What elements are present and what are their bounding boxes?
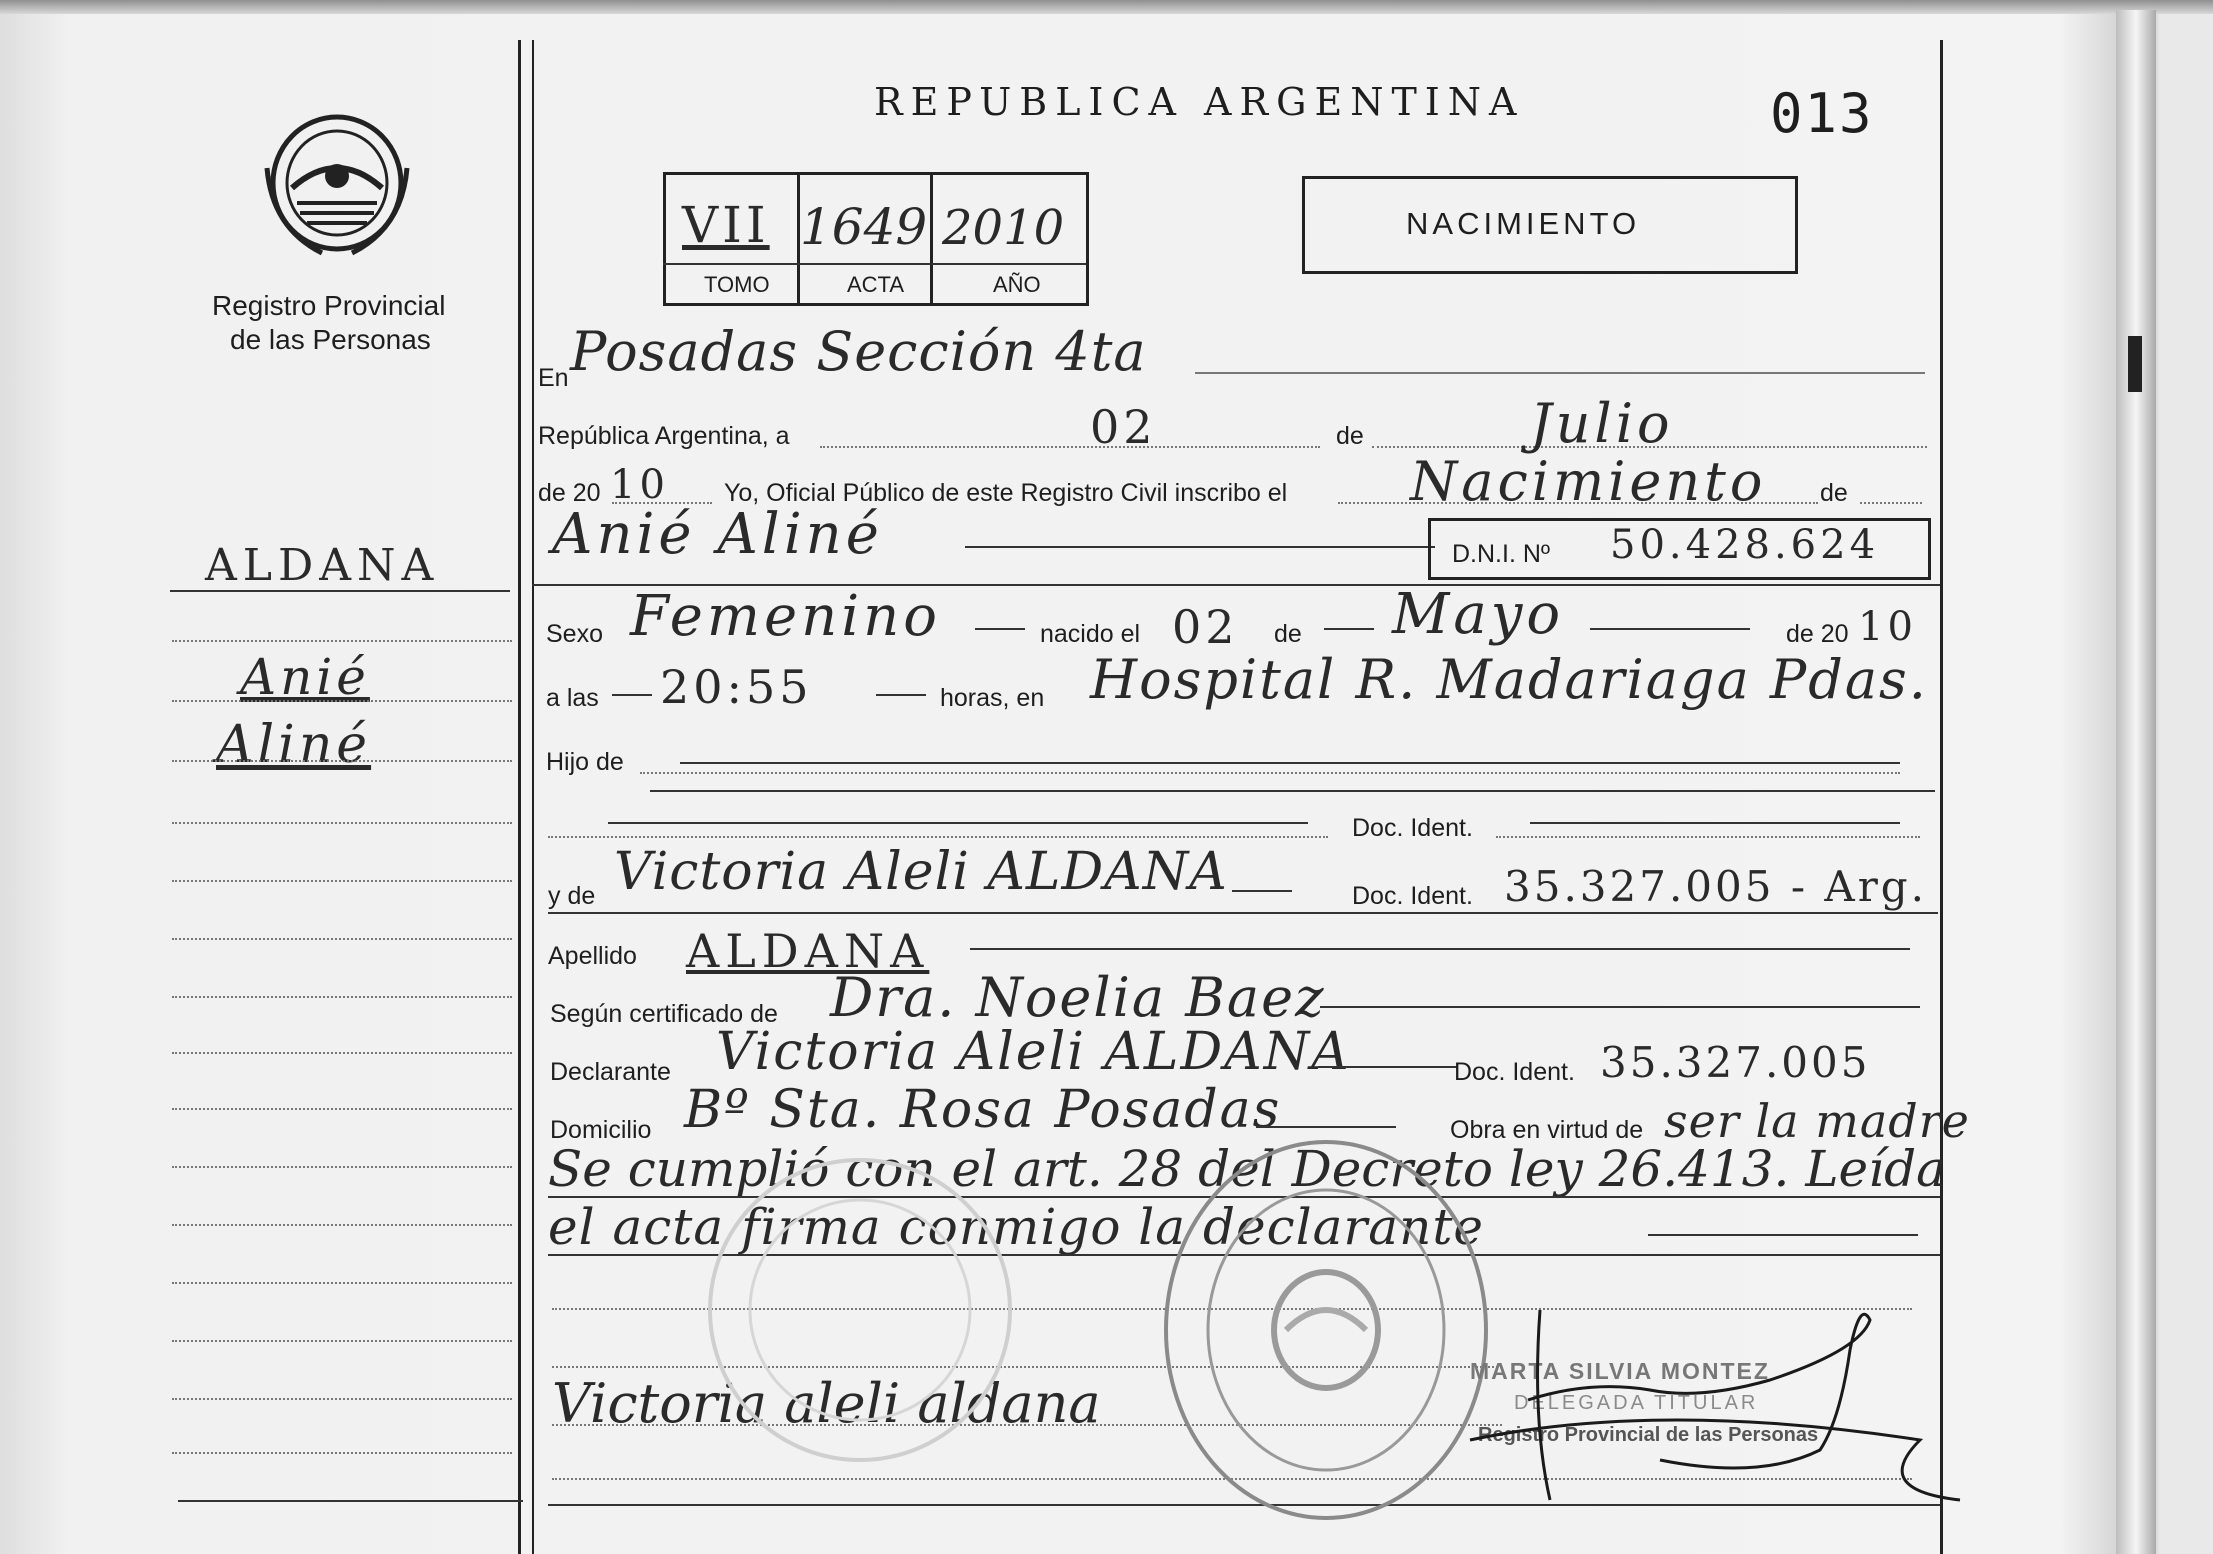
margin-dotted-line <box>172 1282 512 1284</box>
value-nac-mes: Mayo <box>1392 582 1565 647</box>
line <box>1320 1006 1920 1008</box>
margin-given-name-2: Aliné <box>216 715 372 775</box>
margin-dotted-line <box>172 640 512 642</box>
value-inscripcion: Nacimiento <box>1410 450 1767 513</box>
tomo-label: TOMO <box>704 272 770 297</box>
label-segun-certificado: Según certificado de <box>550 1000 778 1028</box>
line <box>608 822 1308 824</box>
value-dni: 50.428.624 <box>1610 522 1880 568</box>
value-domicilio: Bº Sta. Rosa Posadas <box>684 1080 1282 1140</box>
line <box>1318 1066 1458 1068</box>
label-republica-a: República Argentina, a <box>538 422 790 450</box>
label-a-las: a las <box>546 684 599 712</box>
value-madre: Victoria Aleli ALDANA <box>614 842 1228 902</box>
margin-surname: ALDANA <box>205 540 440 591</box>
office-name-line1: Registro Provincial <box>212 290 446 321</box>
value-virtud: ser la madre <box>1664 1094 1970 1148</box>
margin-dotted-line <box>172 1224 512 1226</box>
line <box>1195 372 1925 374</box>
anio-label: AÑO <box>993 272 1041 297</box>
value-apellido: ALDANA <box>686 924 930 978</box>
line <box>1530 822 1900 824</box>
line <box>1496 836 1920 838</box>
line <box>1324 628 1374 630</box>
margin-dotted-line <box>172 1052 512 1054</box>
record-box-divider <box>930 172 933 303</box>
value-nac-dia: 02 <box>1172 600 1239 654</box>
line <box>640 772 1900 774</box>
label-doc-ident-3: Doc. Ident. <box>1454 1058 1575 1086</box>
value-anio-sufijo: 10 <box>610 462 669 508</box>
label-hijo-de: Hijo de <box>546 748 624 776</box>
label-de-20b: de 20 <box>1786 620 1849 648</box>
label-doc-ident-2: Doc. Ident. <box>1352 882 1473 910</box>
margin-dotted-line <box>172 760 512 762</box>
margin-dotted-line <box>172 1108 512 1110</box>
record-type: NACIMIENTO <box>1406 206 1641 241</box>
value-certificado: Dra. Noelia Baez <box>830 966 1326 1029</box>
scan-edge <box>0 0 2213 14</box>
label-doc-ident-1: Doc. Ident. <box>1352 814 1473 842</box>
declarant-signature: Victoria aleli aldana <box>552 1372 1101 1435</box>
country-title: REPUBLICA ARGENTINA <box>874 80 1525 124</box>
label-apellido: Apellido <box>548 942 637 970</box>
margin-dotted-line <box>172 938 512 940</box>
margin-dotted-line <box>172 880 512 882</box>
line <box>820 446 1320 448</box>
label-dni: D.N.I. Nº <box>1452 540 1551 568</box>
value-nombre: Anié Aliné <box>552 502 883 567</box>
label-y-de: y de <box>548 882 596 910</box>
page-number: 013 <box>1770 82 1874 145</box>
official-name: MARTA SILVIA MONTEZ <box>1470 1358 1770 1384</box>
line <box>1860 502 1922 504</box>
line <box>975 628 1025 630</box>
line <box>1590 628 1750 630</box>
label-de-end: de <box>1820 479 1848 507</box>
label-yo-oficial: Yo, Oficial Público de este Registro Civil inscribo el <box>724 479 1288 507</box>
value-sexo: Femenino <box>630 584 941 649</box>
margin-rule <box>170 590 510 592</box>
margin-dotted-line <box>172 1452 512 1454</box>
value-lugar-nac: Hospital R. Madariaga Pdas. <box>1090 648 1928 711</box>
binding-tab <box>2128 336 2142 392</box>
value-madre-doc: 35.327.005 - Arg. <box>1504 862 1928 911</box>
label-sexo: Sexo <box>546 620 603 648</box>
margin-dotted-line <box>172 1166 512 1168</box>
line <box>650 790 1935 792</box>
label-nacido-el: nacido el <box>1040 620 1141 648</box>
office-name-line2: de las Personas <box>230 324 431 355</box>
provincial-seal-icon <box>262 108 412 258</box>
content-left-line <box>532 40 534 1554</box>
line <box>548 912 1938 914</box>
line <box>965 546 1435 548</box>
value-mes: Julio <box>1530 392 1674 455</box>
value-lugar: Posadas Sección 4ta <box>570 320 1147 383</box>
line <box>1648 1234 1918 1236</box>
label-horas-en: horas, en <box>940 684 1045 712</box>
anio-value: 2010 <box>942 200 1065 256</box>
line <box>1256 1126 1396 1128</box>
official-signature <box>1440 1290 2040 1530</box>
line <box>548 836 1328 838</box>
tomo-value: VII <box>682 196 770 254</box>
faded-stamp-left-icon <box>690 1140 1030 1480</box>
left-margin-line <box>518 40 521 1554</box>
margin-dotted-line <box>172 822 512 824</box>
line <box>1232 890 1292 892</box>
margin-dotted-line <box>172 1398 512 1400</box>
label-de-20: de 20 <box>538 479 601 507</box>
value-hora: 20:55 <box>660 660 813 714</box>
line <box>970 948 1910 950</box>
value-dia: 02 <box>1090 400 1157 454</box>
label-en: En <box>538 364 569 392</box>
official-office: Registro Provincial de las Personas <box>1478 1424 1819 1446</box>
label-obra-virtud: Obra en virtud de <box>1450 1116 1644 1144</box>
binding-edge <box>2116 10 2156 1554</box>
label-domicilio: Domicilio <box>550 1116 652 1144</box>
acta-label: ACTA <box>847 272 905 297</box>
line <box>612 694 652 696</box>
note-line-1: Se cumplió con el art. 28 del Decreto ley 26.413. Leída <box>548 1140 1946 1198</box>
value-declarante-doc: 35.327.005 <box>1600 1038 1871 1087</box>
record-box-rule <box>663 263 1086 265</box>
margin-dotted-line <box>172 996 512 998</box>
value-declarante: Victoria Aleli ALDANA <box>716 1022 1351 1082</box>
label-declarante: Declarante <box>550 1058 671 1086</box>
line <box>876 694 926 696</box>
official-title: DELEGADA TITULAR <box>1514 1392 1759 1414</box>
margin-dotted-line <box>172 1340 512 1342</box>
margin-bottom-rule <box>178 1500 523 1502</box>
value-nac-anio: 10 <box>1858 604 1917 650</box>
label-de-2: de <box>1274 620 1302 648</box>
note-line-2: el acta firma conmigo la declarante <box>548 1198 1485 1256</box>
margin-dotted-line <box>172 700 512 702</box>
label-de: de <box>1336 422 1364 450</box>
acta-value: 1649 <box>800 198 928 256</box>
margin-given-name-1: Anié <box>240 648 370 706</box>
line <box>680 762 1900 764</box>
